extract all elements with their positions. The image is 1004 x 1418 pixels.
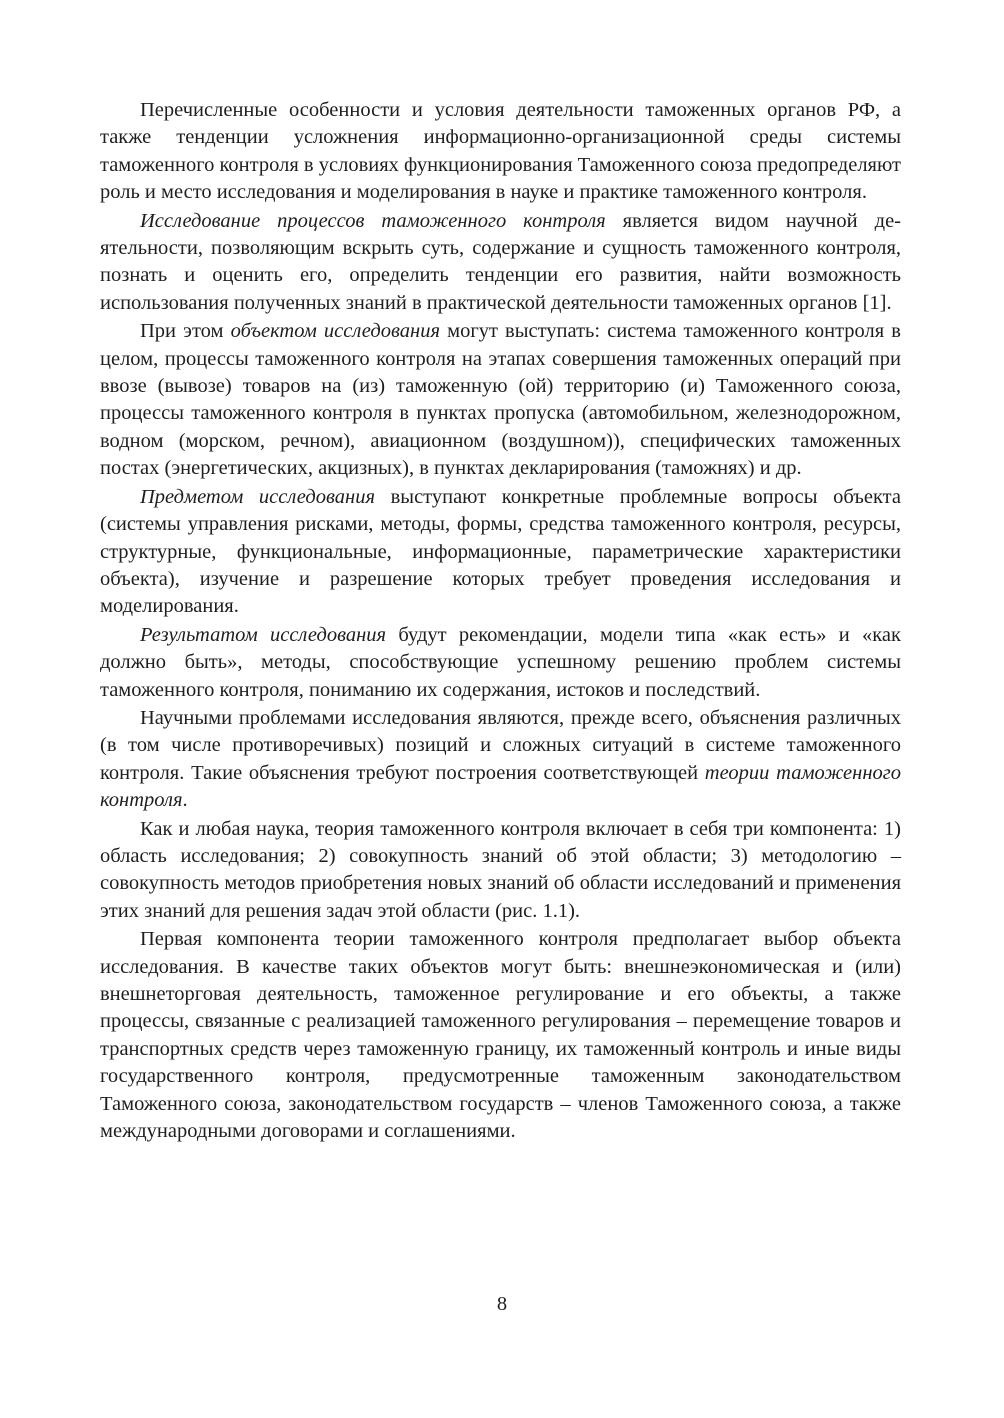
italic-term: теории таможенного контроля (100, 761, 901, 812)
paragraph-text: Научными проблемами исследования являются, прежде всего, объяснения различных (в том числе противоречивых) позиций и сложных ситуаций в системе таможенного контроля. Такие объяснения требуют построения соответствующей (100, 706, 901, 784)
paragraph-text: При этом (140, 320, 231, 343)
paragraph (100, 97, 901, 207)
page-body (100, 97, 901, 1145)
paragraph-text: . (182, 789, 188, 812)
italic-term: Результатом исследования (140, 623, 387, 646)
italic-term: Предметом исследования (140, 485, 375, 508)
paragraph (100, 816, 901, 926)
paragraph-text: могут выступать: система таможенного контроля в целом, процессы таможенного контроля на этапах совершения таможенных операций при ввозе (вывозе) товаров на (из) таможенную (ой) территорию (и) Таможенного союза, процессы таможенного контроля в пунктах пропуска (автомобильном, железнодорожном, водном (морском, речном), авиационном (воздушном)), специфических таможенных постах (энергетических, акцизных), в пунктах декларирования (таможнях) и др. (100, 320, 901, 480)
paragraph-text: является видом научной деятельности, позволяющим вскрыть суть, содержание и сущность таможенного контроля, познать и оценить его, определить тенденции его развития, найти возможность использования полученных знаний в практической деятельности таможенных органов [1]. (100, 209, 901, 314)
paragraph (100, 208, 901, 318)
paragraph (100, 622, 901, 704)
paragraph-text: будут рекомендации, модели типа «как есть» и «как должно быть», методы, способствующие успешному решению проблем системы таможенного контроля, пониманию их содержания, истоков и последствий. (100, 623, 901, 701)
paragraph-text: Как и любая наука, теория таможенного контроля включает в себя три компонента: 1) область исследования; 2) совокупность знаний об этой области; 3) методологию – совокупность методов приобретения новых знаний об области исследований и применения этих знаний для решения задач этой области (рис. 1.1). (100, 817, 901, 922)
paragraph-text: выступают конкретные проблемные вопросы объекта (системы управления рисками, методы, формы, средства таможенного контроля, ресурсы, структурные, функциональные, информационные, параметрические характеристики объекта), изучение и разрешение которых требует проведения исследования и моделирования. (100, 485, 901, 618)
paragraph-text: Первая компонента теории таможенного контроля предполагает выбор объекта исследования. В качестве таких объектов могут быть: внешнеэкономическая и (или) внешнеторговая деятельность, таможенное регулирование и его объекты, а также процессы, связанные с реализацией таможенного регулирования – перемещение товаров и транспортных средств через таможенную границу, их таможенный контроль и иные виды государственного контроля, предусмотренные таможенным законодательством Таможенного союза, законодательством государств – членов Таможенного союза, а также международными договорами и соглашениями. (100, 928, 901, 1143)
page-number: 8 (496, 1293, 508, 1315)
paragraph (100, 926, 901, 1145)
paragraph (100, 484, 901, 621)
italic-term: объектом исследования (230, 320, 440, 343)
paragraph-text: Перечисленные особенности и условия деятельности таможенных органов РФ, а также тенденции усложнения информационно-организационной среды системы таможенного контроля в условиях функционирования Таможенного союза предопределяют роль и место исследования и моделирования в науке и практике таможенного контроля. (100, 99, 901, 204)
paragraph (100, 705, 901, 815)
italic-term: Исследование процессов таможенного контроля (140, 209, 606, 232)
paragraph (100, 318, 901, 482)
